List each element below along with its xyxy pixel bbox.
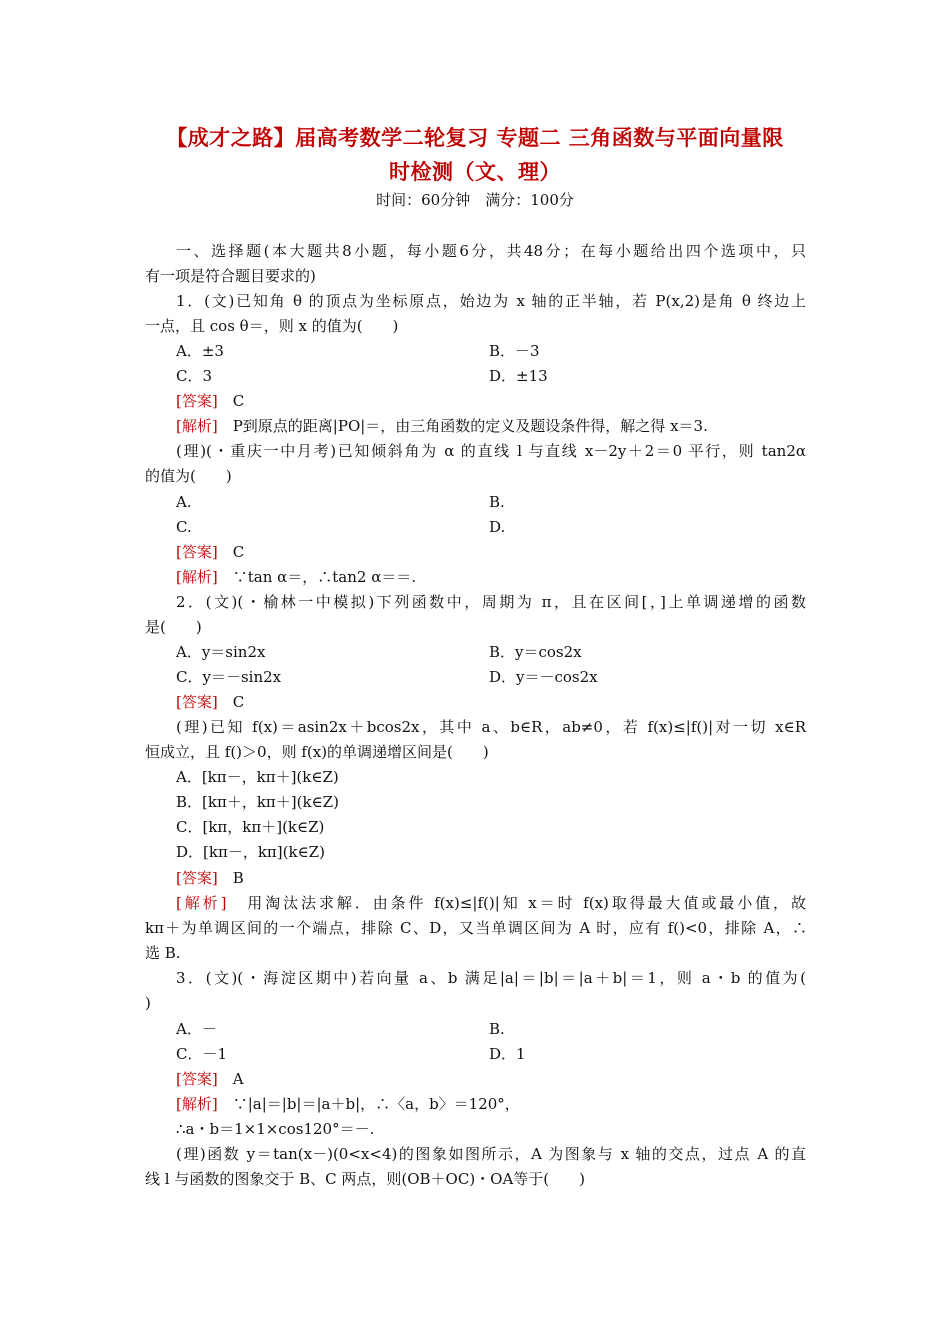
line-text: kπ＋为单调区间的一个端点，排除 C、D，又当单调区间为 A 时，应有 f()<0，排除 A，∴ — [145, 919, 807, 937]
line-q1loB — [489, 492, 505, 512]
line-q2oD — [489, 667, 598, 687]
line-sec1a — [176, 241, 806, 261]
line-q3ans — [176, 1069, 244, 1089]
answer-tag: [答案] — [176, 693, 218, 711]
line-text: D．1 — [489, 1045, 526, 1063]
line-sec1b — [145, 266, 316, 286]
line-text: 2．(文)(・榆林一中模拟)下列函数中，周期为 π，且在区间[，]上单调递增的函数 — [176, 593, 806, 611]
line-q3lb — [145, 1169, 585, 1189]
line-q1lana — [176, 567, 416, 587]
line-text: ) — [145, 994, 151, 1012]
line-q1ana — [176, 416, 708, 436]
line-q3ana1 — [176, 1094, 520, 1114]
line-text: C — [217, 392, 245, 410]
line-text: (理)(・重庆一中月考)已知倾斜角为 α 的直线 l 与直线 x－2y＋2＝0 平行，则 tan2α — [176, 442, 806, 460]
analysis-tag: [解析] — [176, 417, 218, 435]
line-text: B．－3 — [489, 342, 540, 360]
line-q2oA — [176, 642, 265, 662]
line-q3b — [145, 993, 151, 1013]
line-text: P到原点的距离|PO|＝，由三角函数的定义及题设条件得，解之得 x＝3. — [217, 417, 708, 435]
line-q1loD — [489, 517, 505, 537]
line-text: A．－ — [176, 1020, 217, 1038]
answer-tag: [答案] — [176, 1070, 218, 1088]
line-q2loA — [176, 767, 339, 787]
line-q2lans — [176, 868, 244, 888]
line-q2loB — [176, 792, 339, 812]
line-q2b — [145, 617, 202, 637]
line-q2loC — [176, 817, 324, 837]
line-text: C．－1 — [176, 1045, 228, 1063]
line-text: B．[kπ＋，kπ＋](k∈Z) — [176, 793, 339, 811]
line-text: A. — [176, 493, 192, 511]
line-text: 一、选择题(本大题共8小题，每小题6分，共48分；在每小题给出四个选项中，只 — [176, 242, 806, 260]
line-text: C．y＝－sin2x — [176, 668, 282, 686]
line-q2oB — [489, 642, 582, 662]
line-q1ans — [176, 391, 244, 411]
line-q2lana1 — [176, 893, 806, 913]
line-text: 1．(文)已知角 θ 的顶点为坐标原点，始边为 x 轴的正半轴，若 P(x,2)是角 θ 终边上 — [176, 292, 806, 310]
line-text: 一点，且 cos θ＝，则 x 的值为( ) — [145, 317, 399, 335]
line-q1oB — [489, 341, 540, 361]
line-text: C．3 — [176, 367, 213, 385]
analysis-tag: [解析] — [176, 1095, 218, 1113]
line-text: A — [217, 1070, 244, 1088]
line-q3oA — [176, 1019, 217, 1039]
line-text: B. — [489, 1020, 505, 1038]
line-q2loD — [176, 842, 325, 862]
line-q3ana2 — [176, 1119, 374, 1139]
line-text: 恒成立，且 f()＞0，则 f(x)的单调递增区间是( ) — [145, 743, 489, 761]
line-q1la — [176, 441, 806, 461]
line-text: C. — [176, 518, 192, 536]
line-q2lana2 — [145, 918, 807, 938]
line-q1lb — [145, 466, 232, 486]
document-title-line2: 时检测（文、理） — [389, 160, 561, 184]
line-q1oD — [489, 366, 548, 386]
line-text: C．[kπ，kπ＋](k∈Z) — [176, 818, 325, 836]
line-text: ∵tan α＝，∴tan2 α＝＝. — [217, 568, 417, 586]
line-q1oC — [176, 366, 212, 386]
line-text: 有一项是符合题目要求的) — [145, 267, 316, 285]
line-q2oC — [176, 667, 281, 687]
line-text: 的值为( ) — [145, 467, 232, 485]
line-q2ans — [176, 692, 244, 712]
line-text: 选 B. — [145, 944, 181, 962]
analysis-tag: [解析] — [176, 894, 227, 912]
line-q1b — [145, 316, 398, 336]
line-q1loA — [176, 492, 192, 512]
line-text: 3．(文)(・海淀区期中)若向量 a、b 满足|a|＝|b|＝|a＋b|＝1，则 a・b 的值为( — [176, 969, 806, 987]
line-text: C — [217, 693, 245, 711]
analysis-tag: [解析] — [176, 568, 218, 586]
line-text: 是( ) — [145, 618, 202, 636]
line-q1a — [176, 291, 806, 311]
line-q1loC — [176, 517, 192, 537]
line-text: B．y＝cos2x — [489, 643, 582, 661]
line-text: ∴a・b＝1×1×cos120°＝－. — [176, 1120, 375, 1138]
line-text: ∵|a|＝|b|＝|a＋b|，∴〈a，b〉＝120°， — [217, 1095, 520, 1113]
document-title-line1: 【成才之路】届高考数学二轮复习 专题二 三角函数与平面向量限 — [166, 126, 784, 150]
line-text: D. — [489, 518, 506, 536]
line-q2lana3 — [145, 943, 181, 963]
line-q2lb — [145, 742, 489, 762]
line-text: D．±13 — [489, 367, 548, 385]
line-q2a — [176, 592, 806, 612]
line-text: A．±3 — [176, 342, 224, 360]
line-text: (理)已知 f(x)＝asin2x＋bcos2x，其中 a、b∈R，ab≠0，若 f(x)≤|f()|对一切 x∈R — [176, 718, 806, 736]
line-text: 线 l 与函数的图象交于 B、C 两点，则(OB＋OC)・OA等于( ) — [145, 1170, 586, 1188]
line-q3a — [176, 968, 806, 988]
line-q1oA — [176, 341, 224, 361]
exam-time-score: 时间：60分钟 满分：100分 — [376, 191, 574, 209]
line-text: A．[kπ－，kπ＋](k∈Z) — [176, 768, 339, 786]
line-text: B — [217, 869, 244, 887]
line-text: D．[kπ－，kπ](k∈Z) — [176, 843, 325, 861]
answer-tag: [答案] — [176, 392, 218, 410]
line-q3oC — [176, 1044, 227, 1064]
line-text: A．y＝sin2x — [176, 643, 266, 661]
answer-tag: [答案] — [176, 869, 218, 887]
line-text: (理)函数 y＝tan(x－)(0<x<4)的图象如图所示，A 为图象与 x 轴的交点，过点 A 的直 — [176, 1145, 806, 1163]
answer-tag: [答案] — [176, 543, 218, 561]
line-q1lans — [176, 542, 244, 562]
line-q3oD — [489, 1044, 526, 1064]
line-text: D．y＝－cos2x — [489, 668, 598, 686]
line-text: 用淘汰法求解．由条件 f(x)≤|f()|知 x＝时 f(x)取得最大值或最小值，故 — [226, 894, 806, 912]
line-q2la — [176, 717, 806, 737]
line-text: B. — [489, 493, 505, 511]
line-q3oB — [489, 1019, 505, 1039]
line-q3la — [176, 1144, 806, 1164]
line-text: C — [217, 543, 245, 561]
